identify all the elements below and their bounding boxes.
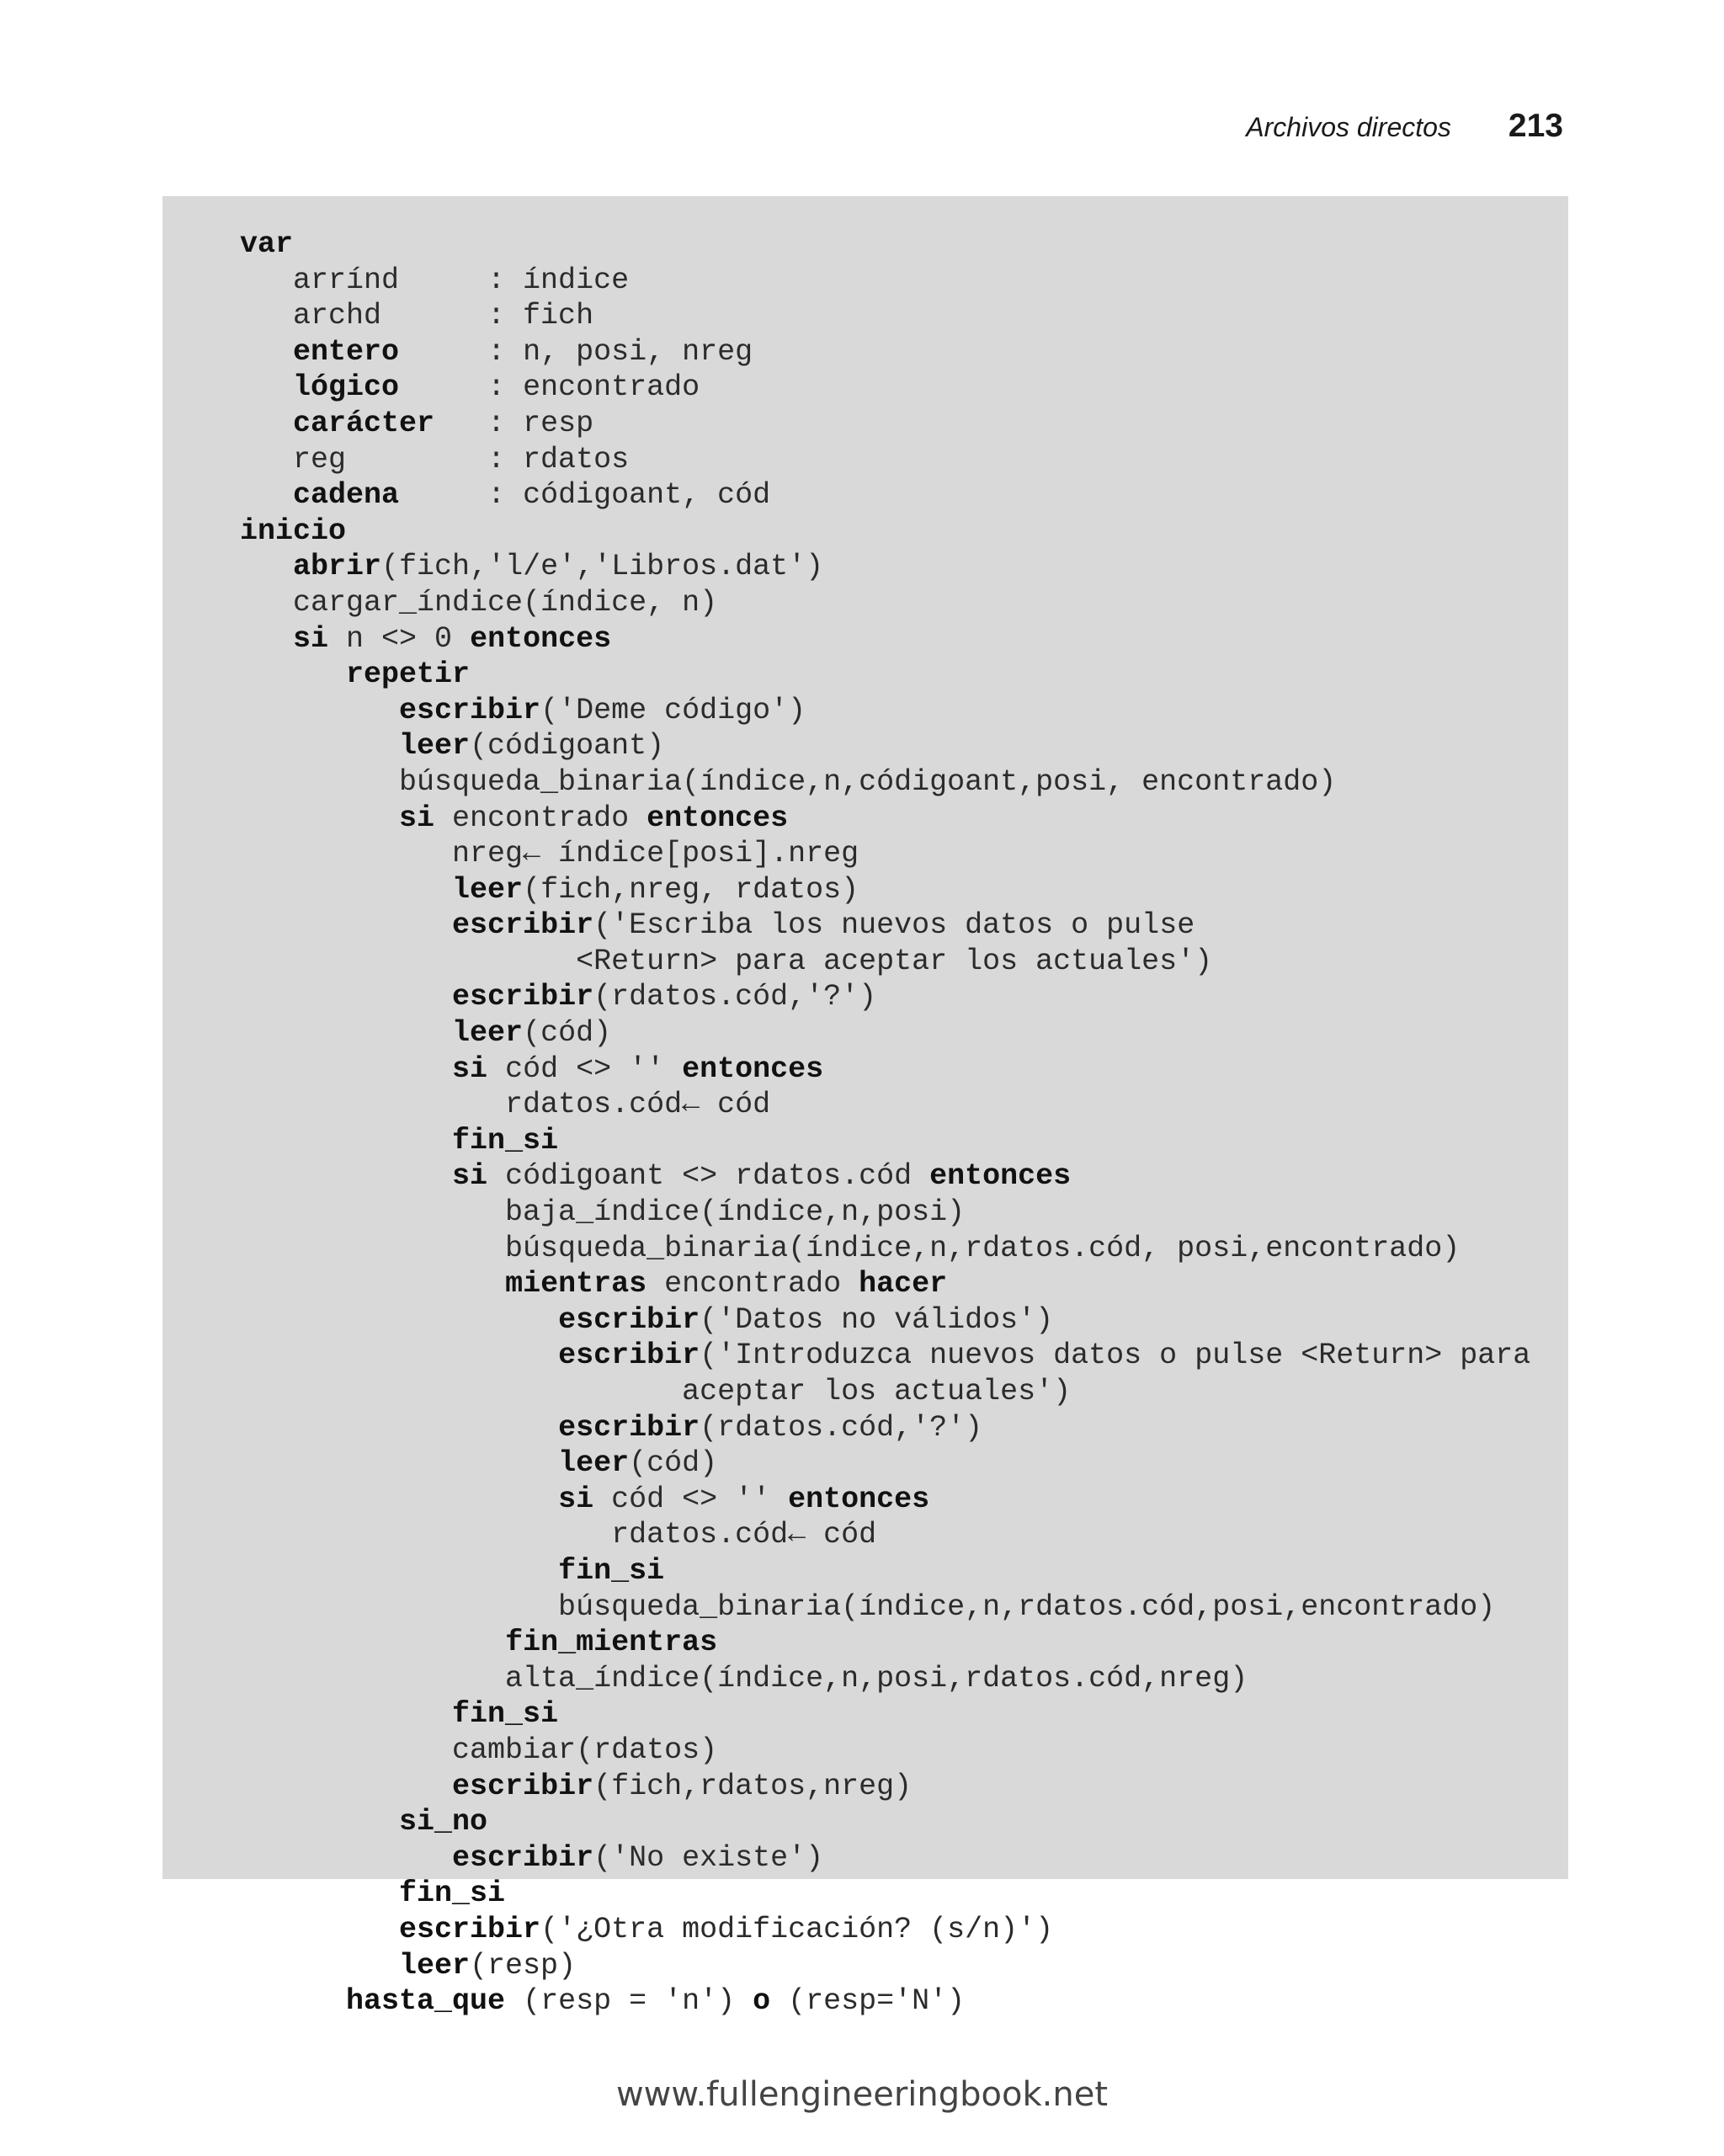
code-line (240, 1983, 1530, 2020)
code-text (240, 1913, 399, 1946)
code-text (240, 908, 452, 942)
code-text: : n, posi, nreg (399, 334, 753, 369)
code-keyword: cadena (293, 478, 400, 513)
code-keyword: mientras (505, 1267, 647, 1302)
code-text (240, 1303, 558, 1337)
code-text (240, 1411, 558, 1445)
code-keyword: si (452, 1051, 488, 1086)
code-text (240, 1446, 558, 1480)
code-keyword: hasta_que (346, 1984, 506, 2019)
code-keyword: entonces (470, 621, 612, 656)
code-keyword: leer (452, 1016, 524, 1051)
code-line (240, 1231, 1530, 1267)
code-line (240, 1195, 1530, 1231)
code-keyword: var (240, 227, 294, 261)
code-text (240, 1984, 346, 2018)
code-keyword: leer (558, 1446, 630, 1481)
code-text: encontrado (646, 1267, 859, 1302)
code-text: (resp = 'n') (505, 1984, 753, 2019)
code-text (240, 1770, 452, 1803)
code-text: (rdatos.cód,'?') (593, 980, 877, 1014)
code-keyword: fin_si (558, 1553, 665, 1588)
code-line (240, 908, 1530, 944)
code-text: (resp='N') (770, 1984, 966, 2019)
code-text: arrínd : índice (240, 263, 630, 297)
footer-url: www.fullengineeringbook.net (615, 2075, 1109, 2114)
code-line (240, 263, 1530, 299)
code-keyword: escribir (452, 980, 594, 1014)
code-keyword: escribir (558, 1410, 700, 1445)
code-text: ('¿Otra modificación? (s/n)') (540, 1912, 1054, 1946)
code-keyword: entero (293, 334, 400, 369)
code-text (240, 1016, 452, 1050)
code-text: (cód) (629, 1446, 718, 1481)
page-header (1246, 108, 1563, 145)
code-keyword: fin_si (399, 1877, 506, 1911)
code-line (240, 1696, 1530, 1733)
code-text: n <> 0 (328, 621, 471, 656)
pseudocode-listing (240, 226, 1530, 2020)
code-line (240, 1087, 1530, 1123)
code-keyword: leer (452, 872, 524, 907)
code-keyword: escribir (558, 1302, 700, 1337)
code-text (240, 801, 399, 835)
code-text (240, 1483, 558, 1516)
code-text (240, 1159, 452, 1193)
code-keyword: entonces (929, 1159, 1072, 1194)
code-text: baja_índice(índice,n,posi) (240, 1195, 966, 1230)
code-line (240, 370, 1530, 406)
code-line (240, 226, 1530, 263)
code-text: <Return> para aceptar los actuales') (240, 944, 1213, 978)
code-text: (fich,'l/e','Libros.dat') (381, 550, 824, 584)
code-line (240, 764, 1530, 801)
code-keyword: entonces (788, 1482, 930, 1516)
code-text (240, 729, 399, 763)
code-line (240, 585, 1530, 621)
code-text: aceptar los actuales') (240, 1375, 1072, 1408)
code-listing-box (162, 196, 1568, 2019)
code-text (240, 1554, 558, 1588)
code-text (240, 1267, 505, 1301)
code-keyword: fin_si (452, 1697, 559, 1732)
code-line (240, 1553, 1530, 1589)
code-text (240, 1949, 399, 1983)
code-keyword: escribir (452, 908, 594, 943)
code-text: alta_índice(índice,n,posi,rdatos.cód,nreg) (240, 1661, 1248, 1696)
code-text: cambiar(rdatos) (240, 1733, 718, 1767)
code-line (240, 477, 1530, 514)
code-text: nreg← índice[posi].nreg (240, 837, 859, 871)
code-line (240, 1804, 1530, 1840)
code-text: encontrado (434, 801, 647, 835)
code-keyword: carácter (293, 406, 435, 440)
code-text: cód <> '' (487, 1051, 683, 1086)
code-line (240, 1589, 1530, 1626)
code-line (240, 1661, 1530, 1697)
code-line (240, 1123, 1530, 1159)
code-line (240, 1625, 1530, 1661)
code-text: archd : fich (240, 299, 594, 333)
code-text: (rdatos.cód,'?') (700, 1410, 983, 1445)
code-keyword: si_no (399, 1805, 488, 1839)
code-line (240, 1769, 1530, 1805)
code-line (240, 1445, 1530, 1482)
code-text (240, 478, 293, 512)
code-keyword: fin_mientras (505, 1626, 718, 1660)
code-line (240, 872, 1530, 908)
page-number: 213 (1508, 108, 1563, 144)
code-keyword: si (399, 801, 435, 835)
code-line (240, 979, 1530, 1015)
code-text: reg : rdatos (240, 442, 630, 476)
code-text (240, 335, 293, 369)
code-line (240, 514, 1530, 550)
code-line (240, 1015, 1530, 1051)
code-keyword: escribir (452, 1769, 594, 1803)
code-text (240, 622, 293, 656)
code-text (240, 370, 293, 404)
code-keyword: lógico (293, 370, 400, 405)
code-text (240, 873, 452, 907)
code-text (240, 1805, 399, 1839)
code-line (240, 621, 1530, 657)
code-text (240, 1877, 399, 1910)
code-text: (resp) (470, 1948, 577, 1983)
code-text: (fich,rdatos,nreg) (593, 1769, 913, 1803)
code-text: : encontrado (399, 370, 700, 405)
code-keyword: entonces (682, 1051, 824, 1086)
code-line (240, 1912, 1530, 1948)
code-line (240, 1840, 1530, 1877)
code-keyword: si (558, 1482, 594, 1516)
code-text: ('No existe') (593, 1840, 824, 1875)
code-text: (fich,nreg, rdatos) (523, 872, 859, 907)
code-line (240, 1302, 1530, 1339)
code-text: ('Introduzca nuevos datos o pulse <Return> para (700, 1339, 1531, 1373)
code-line (240, 801, 1530, 837)
code-keyword: abrir (293, 550, 382, 584)
code-keyword: hacer (859, 1267, 948, 1302)
code-text: : códigoant, cód (399, 478, 771, 513)
code-keyword: o (753, 1984, 771, 2019)
code-line (240, 1482, 1530, 1518)
code-text (240, 1841, 452, 1875)
code-line (240, 1517, 1530, 1553)
code-text (240, 1124, 452, 1158)
code-text (240, 1697, 452, 1731)
code-text: rdatos.cód← cód (240, 1518, 877, 1552)
code-line (240, 944, 1530, 980)
code-line (240, 1948, 1530, 1984)
code-text: búsqueda_binaria(índice,n,rdatos.cód,posi,encontrado) (240, 1589, 1496, 1624)
code-text (240, 1339, 558, 1372)
code-text: cód <> '' (593, 1482, 789, 1516)
code-line (240, 1338, 1530, 1374)
code-keyword: entonces (646, 801, 789, 835)
code-keyword: si (293, 621, 329, 656)
code-keyword: fin_si (452, 1123, 559, 1158)
code-keyword: repetir (346, 657, 471, 692)
code-text: ('Escriba los nuevos datos o pulse (593, 908, 1195, 943)
code-line (240, 693, 1530, 729)
code-text (240, 1052, 452, 1086)
code-keyword: si (452, 1159, 488, 1194)
code-text (240, 550, 293, 583)
code-keyword: escribir (558, 1339, 700, 1373)
code-line (240, 1876, 1530, 1912)
code-line (240, 1733, 1530, 1769)
code-keyword: escribir (452, 1840, 594, 1875)
code-text (240, 657, 346, 691)
code-text (240, 980, 452, 1014)
code-line (240, 728, 1530, 764)
code-keyword: leer (399, 729, 471, 764)
code-text: ('Deme código') (540, 693, 806, 727)
code-keyword: inicio (240, 514, 347, 548)
code-line (240, 1410, 1530, 1446)
code-text (240, 1626, 505, 1659)
code-text: : resp (434, 406, 594, 440)
code-line (240, 1374, 1530, 1410)
code-keyword: escribir (399, 693, 541, 727)
code-line (240, 1158, 1530, 1195)
code-line (240, 1266, 1530, 1302)
code-text (240, 407, 293, 440)
code-line (240, 442, 1530, 478)
code-line (240, 1051, 1530, 1088)
code-line (240, 657, 1530, 693)
code-text: búsqueda_binaria(índice,n,rdatos.cód, posi,encontrado) (240, 1231, 1461, 1265)
code-line (240, 334, 1530, 370)
code-line (240, 298, 1530, 334)
code-text: búsqueda_binaria(índice,n,códigoant,posi, encontrado) (240, 764, 1337, 799)
code-keyword: leer (399, 1948, 471, 1983)
code-text: cargar_índice(índice, n) (240, 585, 718, 620)
code-text: ('Datos no válidos') (700, 1302, 1054, 1337)
code-text: (cód) (523, 1016, 612, 1051)
code-line (240, 406, 1530, 442)
code-text: (códigoant) (470, 729, 665, 764)
code-text: códigoant <> rdatos.cód (487, 1159, 930, 1194)
code-text: rdatos.cód← cód (240, 1088, 771, 1122)
code-line (240, 549, 1530, 585)
code-text (240, 694, 399, 727)
running-head: Archivos directos (1246, 112, 1451, 142)
code-keyword: escribir (399, 1912, 541, 1946)
code-line (240, 836, 1530, 872)
